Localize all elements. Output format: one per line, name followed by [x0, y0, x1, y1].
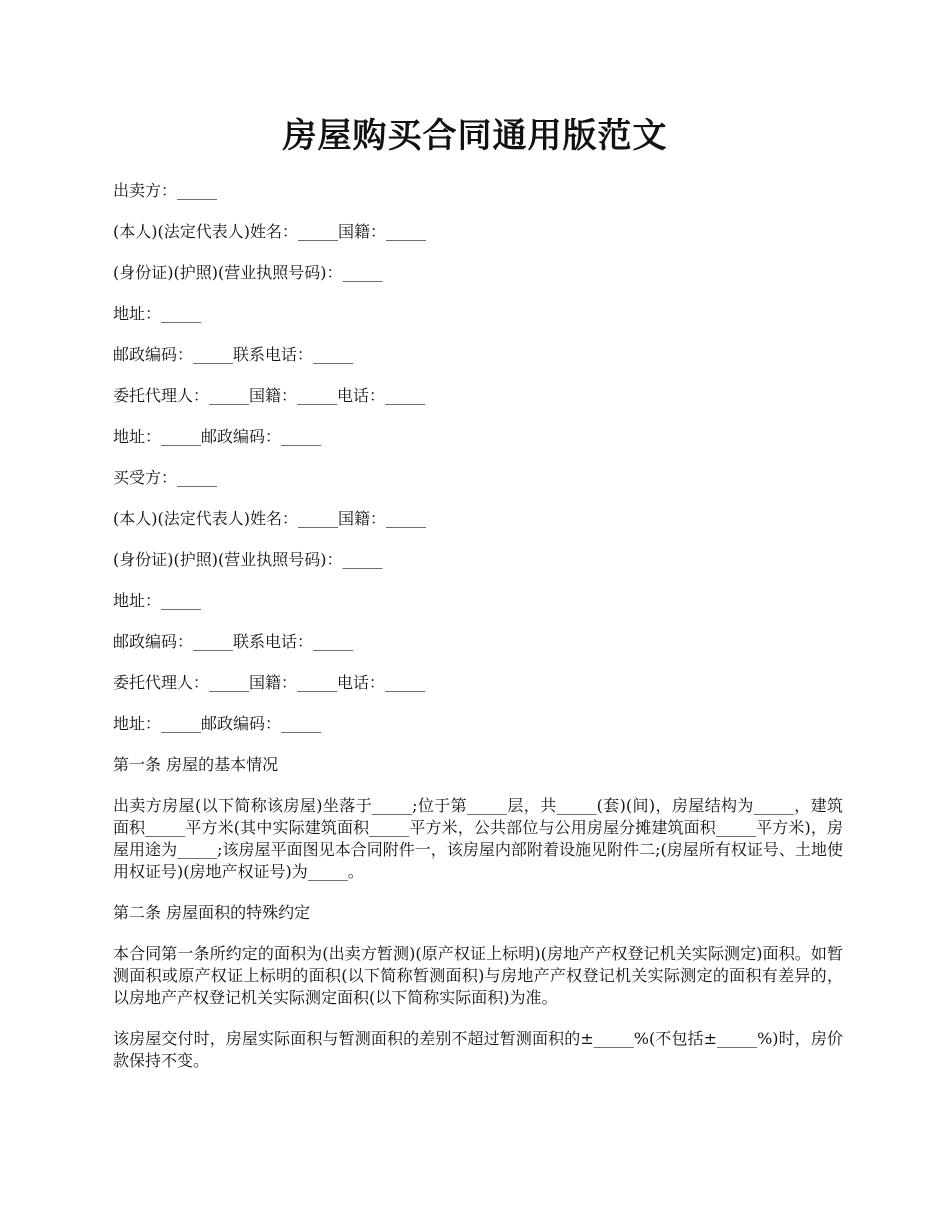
seller-agent-address-line: 地址：_____邮政编码：_____ — [113, 427, 322, 446]
document-title: 房屋购买合同通用版范文 — [282, 116, 668, 156]
buyer-id-line: (身份证)(护照)(营业执照号码)：_____ — [113, 550, 383, 569]
buyer-agent-address-line: 地址：_____邮政编码：_____ — [113, 714, 322, 733]
seller-section — [113, 180, 843, 448]
seller-address-line: 地址：_____ — [113, 304, 202, 323]
contract-body — [113, 180, 843, 1072]
seller-postal-line: 邮政编码：_____联系电话：_____ — [113, 345, 354, 364]
buyer-name-line: (本人)(法定代表人)姓名：_____国籍：_____ — [113, 509, 426, 528]
buyer-postal-line: 邮政编码：_____联系电话：_____ — [113, 632, 354, 651]
article-2-body-2: 该房屋交付时，房屋实际面积与暂测面积的差别不超过暂测面积的±_____%(不包括±_____%)时，房价款保持不变。 — [113, 1029, 843, 1070]
article-2-heading: 第二条 房屋面积的特殊约定 — [113, 903, 311, 922]
buyer-section — [113, 467, 843, 735]
article-2-body-1: 本合同第一条所约定的面积为(出卖方暂测)(原产权证上标明)(房地产产权登记机关实际测定)面积。如暂测面积或原产权证上标明的面积(以下简称暂测面积)与房地产产权登记机关实际测定的面积有差异的，以房地产产权登记机关实际测定面积(以下简称实际面积)为准。 — [113, 944, 843, 1007]
article-1-heading: 第一条 房屋的基本情况 — [113, 755, 279, 774]
article-1-body: 出卖方房屋(以下简称该房屋)坐落于_____;位于第_____层，共_____(套)(间)，房屋结构为_____，建筑面积_____平方米(其中实际建筑面积_____平方米，公共部位与公用房屋分摊建筑面积_____平方米)，房屋用途为_____;该房屋平面图见本合同附件一，该房屋内部附着设施见附件二;(房屋所有权证号、土地使用权证号)(房地产权证号)为_____。 — [113, 796, 843, 881]
buyer-address-line: 地址：_____ — [113, 591, 202, 610]
buyer-agent-line: 委托代理人：_____国籍：_____电话：_____ — [113, 673, 426, 692]
seller-id-line: (身份证)(护照)(营业执照号码)：_____ — [113, 263, 383, 282]
seller-name-line: (本人)(法定代表人)姓名：_____国籍：_____ — [113, 222, 426, 241]
buyer-label: 买受方：_____ — [113, 468, 218, 487]
seller-agent-line: 委托代理人：_____国籍：_____电话：_____ — [113, 386, 426, 405]
seller-label: 出卖方：_____ — [113, 181, 218, 200]
